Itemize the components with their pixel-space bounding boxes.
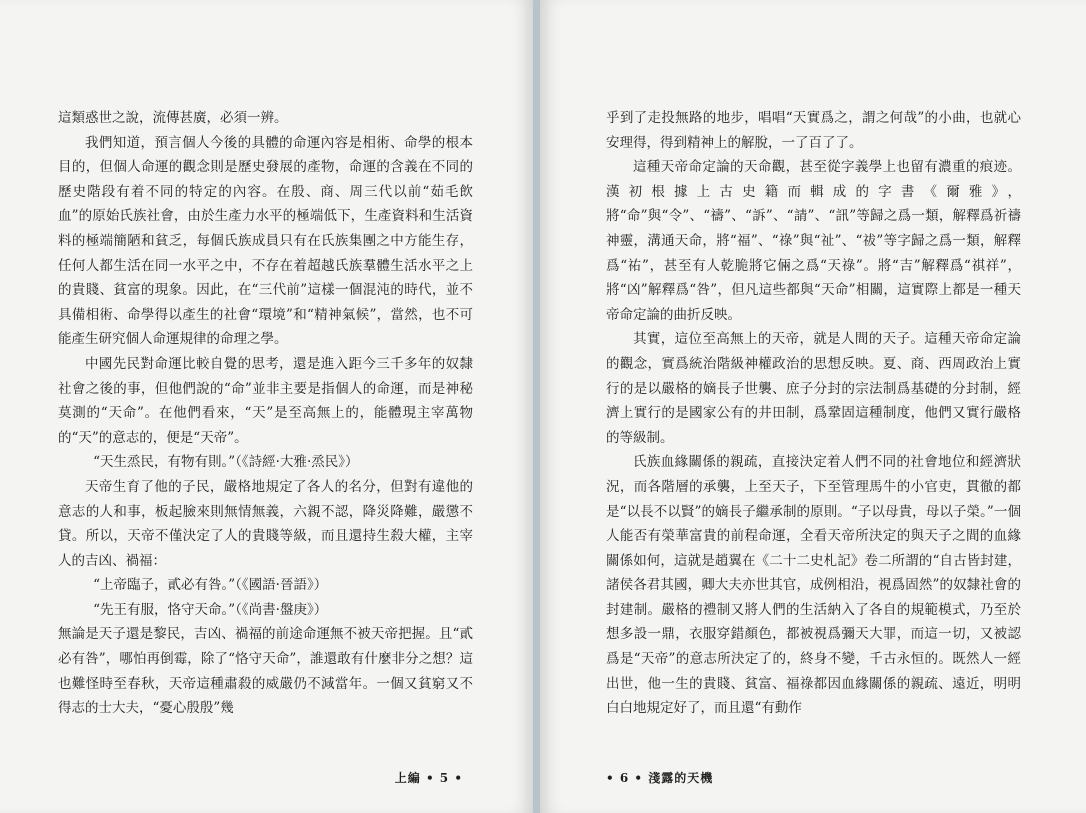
left-page	[0, 0, 533, 813]
left-page-footer: 上編 • 5 •	[394, 771, 463, 785]
paragraph: 其實，這位至高無上的天帝，就是人間的天子。這種天帝命定論的觀念，實爲統治階級神權政治的思想反映。夏、商、西周政治上實行的是以嚴格的嫡長子世襲、庶子分封的宗法制爲基礎的分封制，經濟上實行的是國家公有的井田制，爲鞏固這種制度，他們又實行嚴格的等級制。	[606, 331, 1021, 446]
paragraph: 天帝生育了他的子民，嚴格地規定了各人的名分，但對有違他的意志的人和事，板起臉來則無情無義，六親不認，降災降難，嚴懲不貸。所以，天帝不僅決定了人的貴賤等級，而且還持生殺大權，主宰人的吉凶、禍福：	[58, 478, 473, 569]
paragraph: 中國先民對命運比較自覺的思考，還是進入距今三千多年的奴隸社會之後的事，但他們說的“命”並非主要是指個人的命運，而是神秘莫測的“天命”。在他們看來，“天”是至高無上的，能體現主宰萬物的“天”的意志的，便是“天帝”。	[58, 355, 473, 446]
book-gutter	[533, 0, 540, 813]
paragraph: 乎到了走投無路的地步，唱唱“天實爲之，謂之何哉”的小曲，也就心安理得，得到精神上的解脫，一了百了了。	[606, 110, 1021, 151]
paragraph: 這類惑世之說，流傳甚廣，必須一辨。	[58, 110, 288, 126]
paragraph: 這種天帝命定論的天命觀，甚至從字義學上也留有濃重的痕迹。漢初根據上古史籍而輯成的字書《爾雅》，將“命”與“令”、“禱”、“訴”、“請”、“訊”等歸之爲一類，解釋爲祈禱神靈，溝通天命，將“福”、“祿”與“祉”、“祓”等字歸之爲一類，解釋爲“祐”，甚至有人乾脆將它倆之爲“天祿”。將“吉”解釋爲“祺祥”，將“凶”解釋爲“咎”，但凡這些都與“天命”相關，這實際上都是一種天帝命定論的曲折反映。	[606, 159, 1021, 323]
quotation: “天生烝民，有物有則。”（《詩經·大雅·烝民》）	[93, 454, 359, 471]
paragraph: 我們知道，預言個人今後的具體的命運內容是相術、命學的根本目的，但個人命運的觀念則是歷史發展的產物，命運的含義在不同的歷史階段有着不同的特定的內容。在殷、商、周三代以前“茹毛飲血”的原始氏族社會，由於生產力水平的極端低下，生產資料和生活資料的極端簡陋和貧乏，每個氏族成員只有在氏族集團之中方能生存，任何人都生活在同一水平之中，不存在着超越氏族羣體生活水平之上的貴賤、貧富的現象。因此，在“三代前”這樣一個混沌的時代，並不具備相術、命學得以產生的社會“環境”和“精神氣候”，當然，也不可能產生研究個人命運規律的命理之學。	[58, 134, 473, 348]
right-page	[540, 0, 1086, 813]
quotation: “先王有服，恪守天命。”（《尚書·盤庚》）	[93, 601, 328, 618]
paragraph: 無論是天子還是黎民，吉凶、禍福的前途命運無不被天帝把握。且“貳必有咎”，哪怕再倒霉，除了“恪守天命”，誰還敢有什麼非分之想？這也難怪時至春秋，天帝這種肅殺的威嚴仍不減當年。一個又貧窮又不得志的士大夫，“憂心殷殷”幾	[58, 626, 473, 717]
paragraph: 氏族血緣關係的親疏，直接決定着人們不同的社會地位和經濟狀況，而各階層的承襲，上至天子，下至管理馬牛的小官吏，貫徹的都是“以長不以賢”的嫡長子繼承制的原則。“子以母貴，母以子榮。”一個人能否有榮華富貴的前程命運，全看天帝所決定的與天子之間的血緣關係如何，這就是趙翼在《二十二史札記》卷二所謂的“自古皆封建，諸侯各君其國，卿大夫亦世其官，成例相沿，視爲固然”的奴隸社會的封建制。嚴格的禮制又將人們的生活納入了各自的規範模式，乃至於想多設一鼎，衣服穿錯顏色，都被視爲彌天大罪，而這一切，又被認爲是“天帝”的意志所決定了的，終身不變，千古永恒的。既然人一經出世，他一生的貴賤、貧富、福祿都因血緣關係的親疏、遠近，明明白白地規定好了，而且還“有動作	[606, 454, 1021, 717]
left-page-body	[58, 106, 473, 721]
quotation: “上帝臨子，貳必有咎。”（《國語·晉語》）	[93, 577, 328, 594]
right-page-body	[606, 106, 1021, 721]
right-page-footer: • 6 • 淺露的天機	[606, 771, 714, 785]
